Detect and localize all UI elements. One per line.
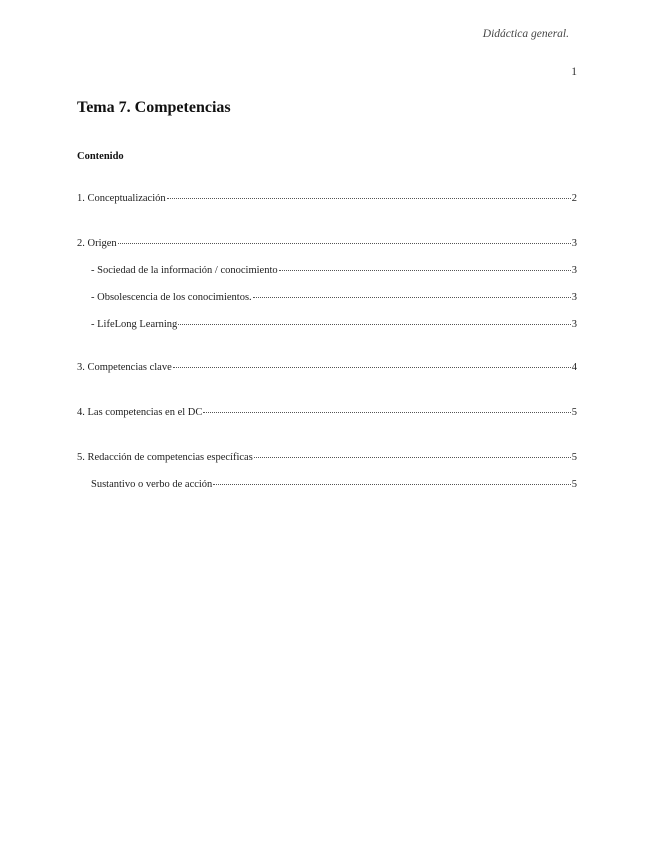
toc-entry[interactable] — [77, 404, 577, 419]
toc-entry[interactable] — [77, 449, 577, 464]
toc-leader-dots — [203, 402, 570, 413]
toc-entry-label: - Sociedad de la información / conocimiento — [91, 265, 278, 276]
toc-leader-dots — [178, 314, 570, 325]
toc-entry-page: 3 — [571, 319, 577, 330]
toc-entry-label: 4. Las competencias en el DC — [77, 407, 203, 418]
document-title: Tema 7. Competencias — [77, 99, 231, 116]
toc-entry-label: 3. Competencias clave — [77, 362, 172, 373]
toc-leader-dots — [279, 260, 571, 271]
toc-entry[interactable] — [77, 262, 577, 277]
toc-entry-page: 5 — [571, 407, 577, 418]
toc-entry[interactable] — [77, 359, 577, 374]
toc-entry[interactable] — [77, 289, 577, 304]
toc-entry-label: - Obsolescencia de los conocimientos. — [91, 292, 252, 303]
toc-entry-page: 5 — [571, 452, 577, 463]
toc-entry-label: Sustantivo o verbo de acción — [91, 479, 213, 490]
toc-leader-dots — [173, 357, 571, 368]
toc-entry-page: 2 — [571, 193, 577, 204]
toc-entry-page: 3 — [571, 238, 577, 249]
toc-entry-page: 5 — [571, 479, 577, 490]
toc-entry-label: 1. Conceptualización — [77, 193, 166, 204]
toc-entry-page: 3 — [571, 292, 577, 303]
toc-leader-dots — [213, 474, 570, 485]
toc-entry-label: 5. Redacción de competencias específicas — [77, 452, 253, 463]
toc-leader-dots — [253, 287, 571, 298]
toc-entry[interactable] — [77, 190, 577, 205]
toc-leader-dots — [118, 233, 571, 244]
toc-leader-dots — [254, 447, 571, 458]
toc-heading: Contenido — [77, 151, 124, 162]
toc-entry[interactable] — [77, 476, 577, 491]
running-header: Didáctica general. — [482, 28, 569, 40]
toc-leader-dots — [167, 188, 571, 199]
toc-entry[interactable] — [77, 316, 577, 331]
toc-entry-page: 3 — [571, 265, 577, 276]
toc-entry[interactable] — [77, 235, 577, 250]
page-number: 1 — [571, 66, 577, 78]
toc-entry-label: 2. Origen — [77, 238, 117, 249]
toc-entry-page: 4 — [571, 362, 577, 373]
toc-entry-label: - LifeLong Learning — [91, 319, 178, 330]
